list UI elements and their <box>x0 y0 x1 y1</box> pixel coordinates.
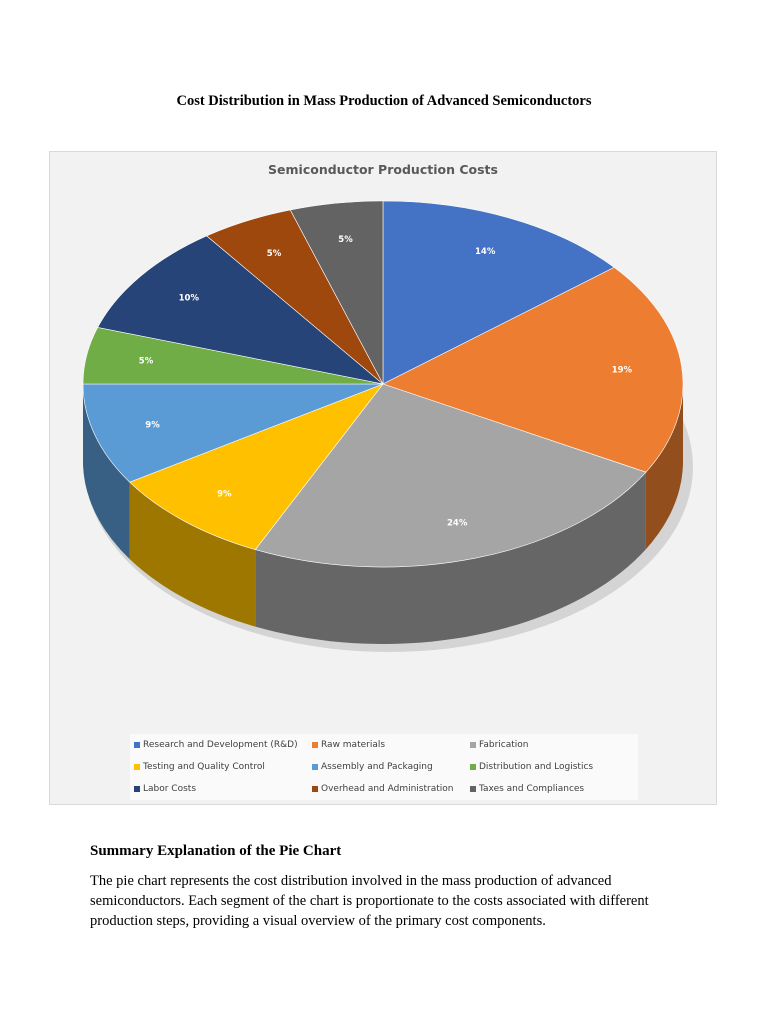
legend-swatch-8 <box>470 786 476 792</box>
legend-swatch-2 <box>470 742 476 748</box>
legend-swatch-5 <box>470 764 476 770</box>
legend-label-3: Testing and Quality Control <box>143 762 265 772</box>
legend-label-7: Overhead and Administration <box>321 784 454 794</box>
document-title: Cost Distribution in Mass Production of Advanced Semiconductors <box>176 93 592 109</box>
summary-heading: Summary Explanation of the Pie Chart <box>90 843 342 859</box>
pie-data-label-2: 24% <box>447 518 468 529</box>
pie-data-label-6: 10% <box>178 293 199 304</box>
legend-item-7 <box>308 778 466 800</box>
pie-chart <box>50 152 716 804</box>
legend-item-8 <box>466 778 638 800</box>
legend-swatch-3 <box>134 764 140 770</box>
legend-swatch-0 <box>134 742 140 748</box>
legend-item-3 <box>130 756 308 778</box>
legend-item-0 <box>130 734 308 756</box>
legend-label-1: Raw materials <box>321 740 386 750</box>
pie-data-label-8: 5% <box>338 234 353 245</box>
pie-data-label-0: 14% <box>475 247 496 257</box>
pie-data-label-1: 19% <box>611 365 633 376</box>
legend-item-4 <box>308 756 466 778</box>
legend-label-6: Labor Costs <box>143 784 197 794</box>
legend-swatch-4 <box>312 764 318 770</box>
legend-item-6 <box>130 778 308 800</box>
legend-swatch-1 <box>312 742 318 748</box>
legend-label-5: Distribution and Logistics <box>479 762 594 772</box>
legend-item-2 <box>466 734 638 756</box>
legend-swatch-7 <box>312 786 318 792</box>
legend-label-4: Assembly and Packaging <box>321 762 433 772</box>
legend-item-1 <box>308 734 466 756</box>
legend-label-0: Research and Development (R&D) <box>143 740 298 750</box>
pie-data-label-5: 5% <box>138 356 154 367</box>
legend-label-8: Taxes and Compliances <box>479 784 585 794</box>
pie-data-label-7: 5% <box>266 249 282 260</box>
chart-title: Semiconductor Production Costs <box>268 162 498 177</box>
legend-swatch-6 <box>134 786 140 792</box>
chart-legend <box>130 734 638 800</box>
pie-data-label-4: 9% <box>145 420 160 431</box>
chart-area <box>49 151 717 805</box>
legend-label-2: Fabrication <box>479 740 529 750</box>
legend-item-5 <box>466 756 638 778</box>
pie-data-label-3: 9% <box>217 489 232 500</box>
summary-paragraph: The pie chart represents the cost distribution involved in the mass production of advanced semiconductors. Each segment of the chart is proportionate to the costs associated with different production steps, providing a visual overview of the primary cost components. <box>90 873 649 929</box>
